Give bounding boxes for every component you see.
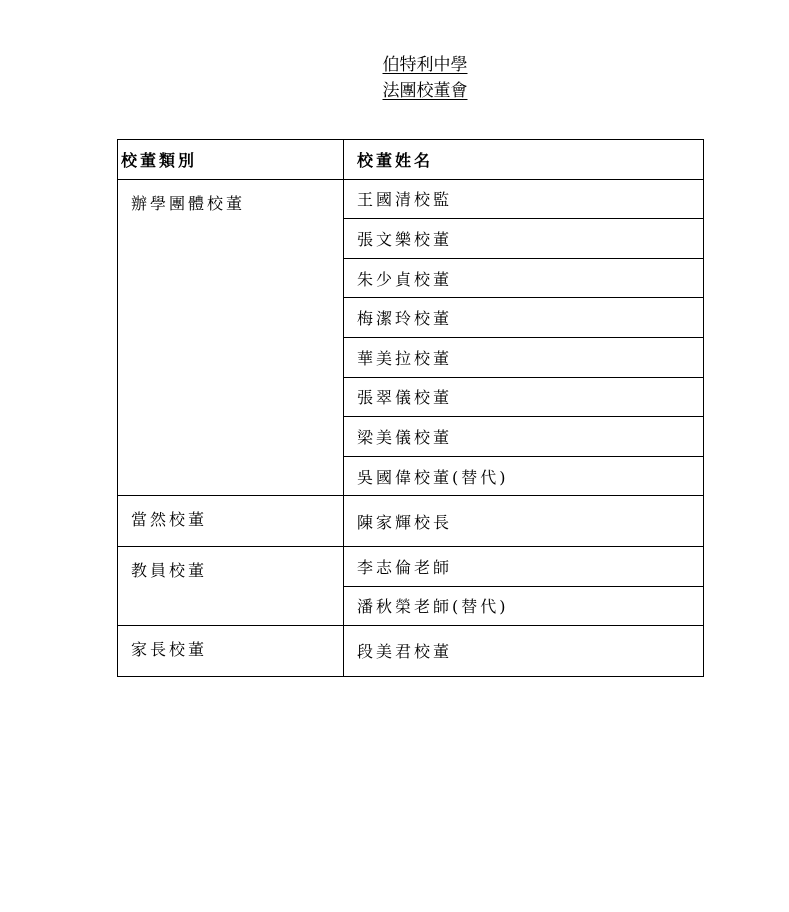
- column-header-name: 校董姓名: [344, 140, 704, 180]
- member-name-cell: 王國清校監: [344, 179, 704, 219]
- table-row: [118, 546, 704, 586]
- category-cell: 教員校董: [118, 546, 344, 625]
- board-members-table: [117, 139, 704, 677]
- member-name-cell: 梁美儀校董: [344, 417, 704, 457]
- board-name: 法團校董會: [382, 81, 468, 101]
- table-header-row: [118, 140, 704, 180]
- member-name-cell: 李志倫老師: [344, 546, 704, 586]
- member-name-cell: 陳家輝校長: [344, 496, 704, 547]
- category-cell: 辦學團體校董: [118, 179, 344, 496]
- member-name-cell: 華美拉校董: [344, 337, 704, 377]
- column-header-category: 校董類別: [118, 140, 344, 180]
- member-name-cell: 梅潔玲校董: [344, 298, 704, 338]
- category-cell: 家長校董: [118, 626, 344, 677]
- table-row: [118, 626, 704, 677]
- document-header: [0, 52, 789, 104]
- table-row: [118, 179, 704, 219]
- member-name-cell: 朱少貞校董: [344, 258, 704, 298]
- member-name-cell: 張翠儀校董: [344, 377, 704, 417]
- category-cell: 當然校董: [118, 496, 344, 547]
- member-name-cell: 吳國偉校董(替代): [344, 456, 704, 496]
- member-name-cell: 張文樂校董: [344, 219, 704, 259]
- table-row: [118, 496, 704, 547]
- member-name-cell: 潘秋榮老師(替代): [344, 586, 704, 626]
- school-name: 伯特利中學: [382, 55, 468, 75]
- member-name-cell: 段美君校董: [344, 626, 704, 677]
